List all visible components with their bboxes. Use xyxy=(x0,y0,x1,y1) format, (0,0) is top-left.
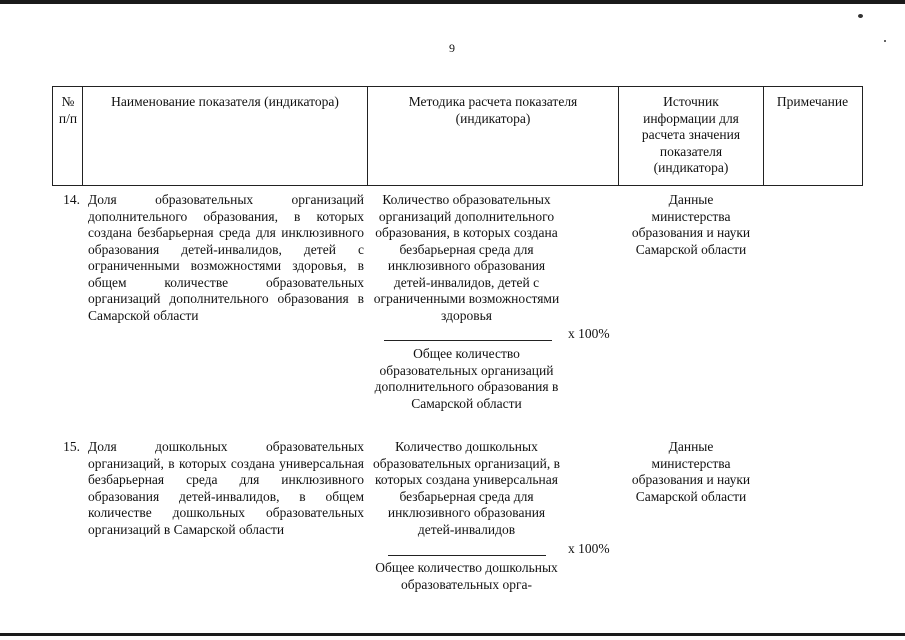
bottom-border xyxy=(0,633,905,636)
header-divider xyxy=(82,86,83,186)
header-divider xyxy=(763,86,764,186)
header-bottom-line xyxy=(52,185,862,186)
header-source: Источник информации для расчета значения показателя (индикатора) xyxy=(641,94,741,175)
header-divider xyxy=(367,86,368,186)
formula-denominator: Общее количество образовательных организаций дополнительного образования в Самарской области xyxy=(374,346,559,411)
scan-speck xyxy=(884,40,886,42)
header-divider xyxy=(52,86,53,186)
formula-numerator: Количество дошкольных образовательных организаций, в которых создана универсальная безбарьерная среда для инклюзивного образования детей-инвалидов xyxy=(372,439,560,537)
data-source: Данные министерства образования и науки Самарской области xyxy=(631,192,751,257)
header-top-line xyxy=(52,86,862,87)
top-border xyxy=(0,0,905,4)
formula-denominator: Общее количество дошкольных образовательных орга- xyxy=(375,560,558,592)
header-method: Методика расчета показателя (индикатора) xyxy=(408,94,578,126)
indicator-name: Доля образовательных организаций дополнительного образования, в которых создана безбарьерная среда для инклюзивного образования детей-инвалидов, детей с ограниченными возможностями здоровья, в общем количестве образовательных организаций дополнительного образования в Самарской области xyxy=(88,192,364,323)
header-divider xyxy=(862,86,863,186)
scan-speck xyxy=(858,14,863,18)
row-number: 15. xyxy=(63,439,80,454)
formula-multiplier: х 100% xyxy=(568,326,610,341)
formula-multiplier: х 100% xyxy=(568,541,610,556)
header-note: Примечание xyxy=(776,94,849,109)
indicator-name: Доля дошкольных образовательных организаций, в которых создана универсальная безбарьерная среда для инклюзивного образования детей-инвалидов, в общем количестве дошкольных образовательных организаций в Самарской области xyxy=(88,439,364,537)
fraction-line xyxy=(388,555,546,556)
fraction-line xyxy=(384,340,552,341)
header-number: № п/п xyxy=(58,94,78,126)
header-indicator-name: Наименование показателя (индикатора) xyxy=(111,94,339,109)
header-divider xyxy=(618,86,619,186)
data-source: Данные министерства образования и науки Самарской области xyxy=(631,439,751,504)
formula-numerator: Количество образовательных организаций дополнительного образования, в которых создана безбарьерная среда для инклюзивного образования детей-инвалидов, детей с ограниченными возможностями здоровья xyxy=(373,192,560,323)
row-number: 14. xyxy=(63,192,80,207)
page-number: 9 xyxy=(449,41,455,55)
